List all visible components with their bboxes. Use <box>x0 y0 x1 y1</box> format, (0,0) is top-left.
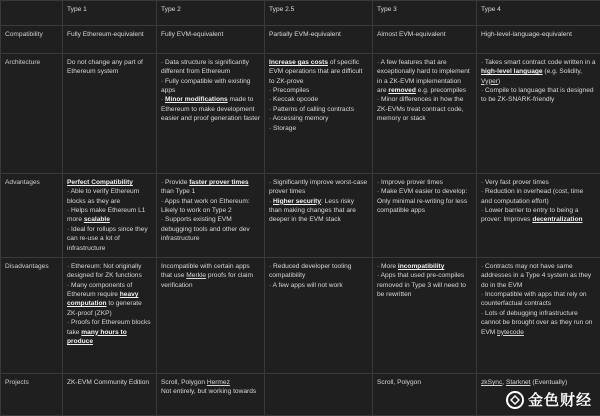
emphasized-text: Merkle <box>186 272 207 280</box>
header-type-1: Type 1 <box>63 1 157 26</box>
table-row-architecture <box>1 54 600 174</box>
cell-text: · Helps make Ethereum L1 more <box>67 207 146 224</box>
header-type-4: Type 4 <box>477 1 600 26</box>
cell-text: of specific EVM operations that are difficult to ZK-prove <box>269 59 363 85</box>
table-cell <box>157 26 265 54</box>
emphasized-text: Starknet <box>505 379 531 386</box>
cell-line <box>161 197 260 216</box>
cell-text: · Storage <box>269 124 297 132</box>
table-row-disadvantages <box>1 258 600 374</box>
cell-text: · Apps that work on Ethereum: Likely to work on Type 2 <box>161 197 250 215</box>
cell-line <box>269 262 368 281</box>
cell-text: Scroll, Polygon <box>377 379 421 386</box>
cell-line <box>377 262 472 271</box>
cell-text: · <box>269 197 274 205</box>
cell-text: · Reduction in overhead (cost, time and computation effort) <box>481 188 584 205</box>
table-row-compatibility <box>1 26 600 54</box>
cell-text: Almost EVM-equivalent <box>377 31 446 38</box>
cell-line <box>269 86 368 95</box>
table-cell <box>63 54 157 174</box>
cell-text: proofs for claim verification <box>161 272 253 289</box>
cell-line <box>161 178 260 197</box>
table-cell <box>477 174 600 258</box>
cell-text: · Fully compatible with existing apps <box>161 77 251 95</box>
cell-line <box>377 271 472 299</box>
emphasized-text: Higher security <box>273 197 322 205</box>
cell-line <box>481 378 596 387</box>
cell-line <box>377 30 472 39</box>
cell-text: : Less risky than making changes that are deeper in the EVM stack <box>269 197 356 224</box>
row-label-architecture: Architecture <box>1 54 63 174</box>
table-cell <box>373 54 477 174</box>
cell-text: · Provide <box>161 179 190 186</box>
cell-text: ZK-EVM Community Edition <box>67 379 150 386</box>
cell-text: · More <box>377 263 398 270</box>
row-label-projects: Projects <box>1 374 63 416</box>
emphasized-text: scalable <box>83 216 110 224</box>
table-cell <box>373 258 477 374</box>
cell-text: · Ethereum: Not originally designed for ZK functions <box>67 263 142 280</box>
cell-text: · Reduced developer tooling compatibility <box>269 263 352 280</box>
cell-line <box>269 197 368 225</box>
cell-line <box>67 225 152 253</box>
table-cell <box>63 258 157 374</box>
emphasized-text: Perfect Compatibility <box>67 179 133 186</box>
cell-text: · Proofs for Ethereum blocks take <box>67 319 151 336</box>
cell-line <box>67 30 152 39</box>
cell-line <box>269 58 368 86</box>
cell-line <box>481 262 596 290</box>
cell-line <box>269 105 368 114</box>
cell-line <box>161 378 260 387</box>
cell-line <box>161 58 260 77</box>
table-cell <box>265 26 373 54</box>
cell-text: · Minor differences in how the ZK-EVMs treat contract code, memory or stack <box>377 96 464 123</box>
cell-line <box>67 58 152 77</box>
table-cell <box>265 258 373 374</box>
cell-text: Partially EVM-equivalent <box>269 31 341 38</box>
cell-text: · Data structure is significantly different from Ethereum <box>161 59 249 76</box>
table-cell <box>373 26 477 54</box>
gold-finance-logo-icon <box>506 391 524 409</box>
table-cell <box>373 174 477 258</box>
cell-text: · Significantly improve worst-case prover times <box>269 179 368 196</box>
emphasized-text: decentralization <box>532 216 583 224</box>
table-cell <box>63 174 157 258</box>
table-cell <box>157 174 265 258</box>
table-header-row <box>1 1 600 26</box>
cell-text: · Lower barrier to entry to being a prover: Improves <box>481 207 579 224</box>
cell-line <box>269 114 368 123</box>
cell-text: ) <box>497 77 501 85</box>
cell-line <box>481 290 596 309</box>
table-cell <box>477 54 600 174</box>
cell-text: · Accessing memory <box>269 115 329 123</box>
cell-text: · Precompiles <box>269 87 310 95</box>
cell-text: · Takes smart contract code written in a <box>481 59 596 66</box>
emphasized-text: zkSync <box>481 379 503 386</box>
emphasized-text: faster prover times <box>189 179 249 186</box>
cell-text: · Lots of debugging infrastructure cannot be brought over as they run on EVM <box>481 309 593 336</box>
emphasized-text: Minor modifications <box>165 96 228 104</box>
cell-line <box>377 58 472 95</box>
row-label-compatibility: Compatibility <box>1 26 63 54</box>
cell-line <box>269 30 368 39</box>
table-cell <box>265 174 373 258</box>
cell-text: Scroll, Polygon <box>161 379 207 386</box>
cell-line <box>377 378 472 387</box>
cell-line <box>377 178 472 187</box>
cell-line <box>481 206 596 225</box>
cell-line <box>67 178 152 187</box>
cell-line <box>269 281 368 290</box>
emphasized-text: heavy computation <box>67 291 139 308</box>
emphasized-text: removed <box>388 87 416 95</box>
emphasized-text: incompatibility <box>397 263 445 270</box>
watermark <box>506 389 592 410</box>
cell-line <box>481 30 596 39</box>
table-cell <box>63 26 157 54</box>
table-cell <box>477 258 600 374</box>
table-cell <box>265 374 373 416</box>
cell-line <box>161 30 260 39</box>
cell-line <box>161 95 260 123</box>
table-cell <box>265 54 373 174</box>
cell-text: · A few apps will not work <box>269 281 343 289</box>
cell-text: Fully EVM-equivalent <box>161 31 224 38</box>
cell-text: · Improve prover times <box>377 179 443 186</box>
cell-line <box>269 95 368 104</box>
cell-text: · Apps that used pre-compiles removed in Type 3 will need to be rewritten <box>377 272 466 299</box>
cell-line <box>481 86 596 105</box>
emphasized-text: Increase gas costs <box>269 59 329 66</box>
cell-text: · Supports existing EVM debugging tools and other dev infrastructure <box>161 216 250 243</box>
cell-line <box>161 215 260 243</box>
cell-text: · Compile to language that is designed to be ZK-SNARK-friendly <box>481 87 594 104</box>
cell-text: · Able to verify Ethereum blocks as they are <box>67 188 140 205</box>
watermark-text: 金色财经 <box>527 392 592 409</box>
cell-line <box>67 281 152 318</box>
cell-line <box>67 206 152 225</box>
cell-text: · Keccak opcode <box>269 96 319 104</box>
table-cell <box>157 54 265 174</box>
cell-text: (Eventually) <box>530 379 568 386</box>
cell-line <box>377 187 472 215</box>
cell-line <box>161 77 260 96</box>
emphasized-text: many hours to produce <box>67 328 127 345</box>
cell-line <box>377 95 472 123</box>
cell-text: · Many components of Ethereum require <box>67 281 133 299</box>
table-cell <box>373 374 477 416</box>
cell-text: (e.g. Solidity, <box>542 68 583 76</box>
cell-text: · Make EVM easier to develop: Only minimal re-writing for less compatible apps <box>377 188 468 215</box>
cell-text: to generate ZK-proof (ZKP) <box>67 300 142 317</box>
emphasized-text: bytecode <box>497 328 524 336</box>
cell-text: , <box>502 379 506 386</box>
cell-line <box>67 262 152 281</box>
table-cell <box>477 26 600 54</box>
table-cell <box>157 374 265 416</box>
cell-text: Not entirely, but working towards <box>161 388 257 396</box>
table-cell <box>63 374 157 416</box>
cell-line <box>269 178 368 197</box>
cell-line <box>269 124 368 133</box>
cell-text: · Incompatible with apps that rely on counterfactual contracts <box>481 291 587 308</box>
row-label-advantages: Advantages <box>1 174 63 258</box>
row-label-disadvantages: Disadvantages <box>1 258 63 374</box>
cell-text: Do not change any part of Ethereum system <box>67 59 143 76</box>
cell-text: e.g. precompiles <box>415 87 467 95</box>
cell-text: · Contracts may not have same addresses in a Type 4 system as they do in the EVM <box>481 263 592 289</box>
cell-text: · Very fast prover times <box>481 179 549 186</box>
cell-line <box>67 187 152 206</box>
cell-line <box>67 378 152 387</box>
header-type-2: Type 2 <box>157 1 265 26</box>
cell-text: Incompatible with certain apps that use <box>161 263 250 280</box>
cell-text: · Ideal for rollups since they can re-use a lot of infrastructure <box>67 225 148 252</box>
cell-line <box>161 262 260 290</box>
header-type-3: Type 3 <box>373 1 477 26</box>
emphasized-text: Hermez <box>206 379 230 386</box>
cell-text: made to Ethereum to make development easier and proof generation faster <box>161 96 260 123</box>
cell-text: · A few features that are exceptionally hard to implement in a ZK-EVM implementation are <box>377 59 470 95</box>
table-cell <box>157 258 265 374</box>
header-type-2-5: Type 2.5 <box>265 1 373 26</box>
cell-text: · Patterns of calling contracts <box>269 105 355 113</box>
emphasized-text: high-level language <box>481 68 543 76</box>
cell-line <box>481 58 596 86</box>
cell-line <box>481 309 596 337</box>
cell-line <box>481 187 596 206</box>
cell-text: High-level-language-equivalent <box>481 31 572 38</box>
header-corner <box>1 1 63 26</box>
cell-text: · <box>161 96 166 104</box>
table-row-advantages <box>1 174 600 258</box>
cell-line <box>67 318 152 346</box>
cell-line <box>161 387 260 396</box>
emphasized-text: Vyper <box>481 77 498 85</box>
cell-text: than Type 1 <box>161 188 196 196</box>
cell-text: Fully Ethereum-equivalent <box>67 31 144 38</box>
cell-line <box>481 178 596 187</box>
